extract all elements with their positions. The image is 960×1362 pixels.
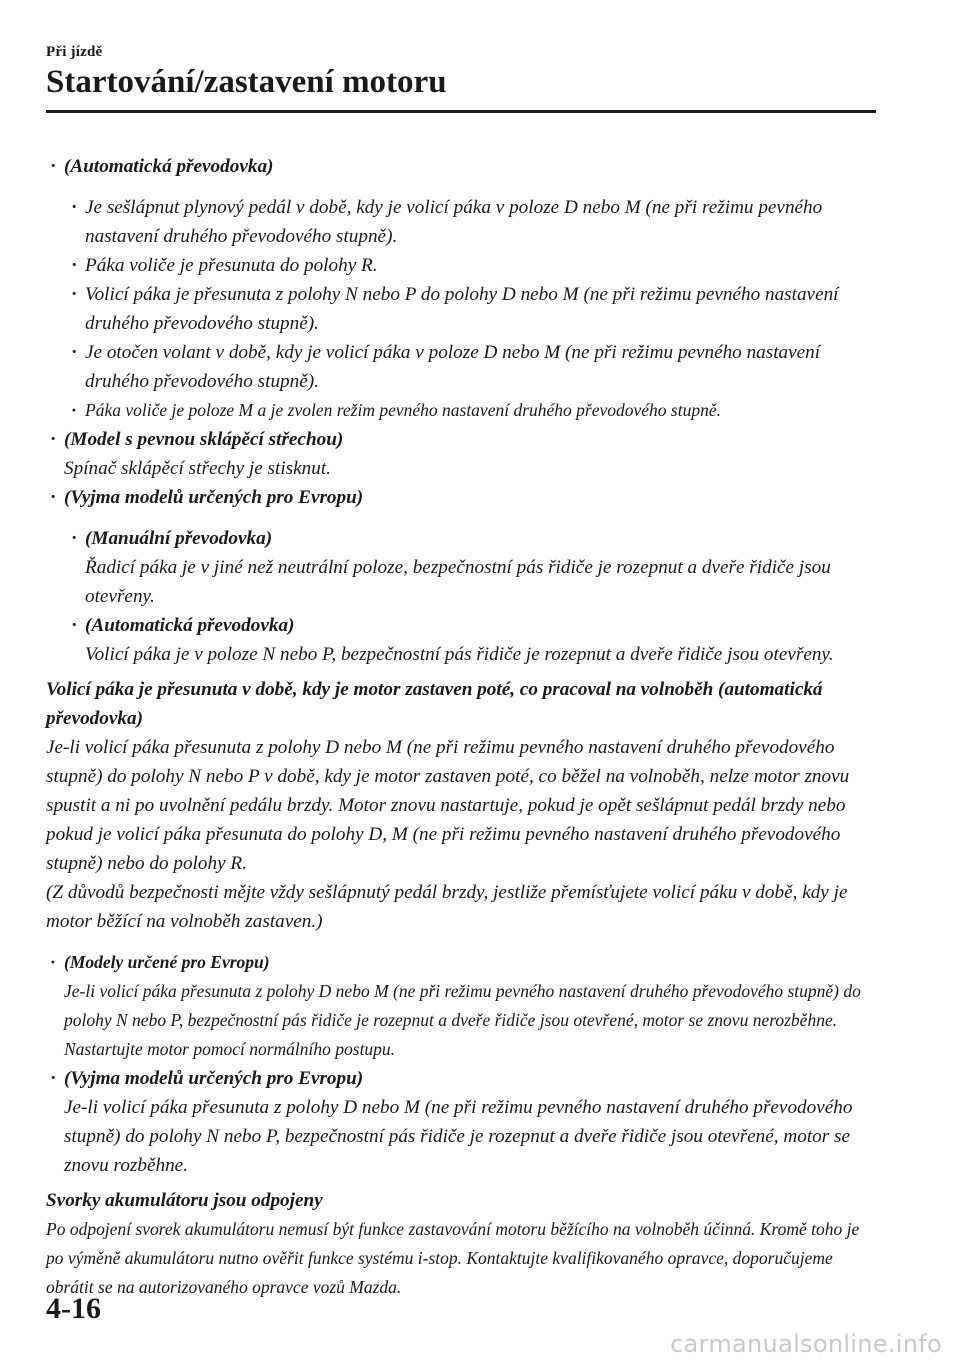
eu-text: Je-li volicí páka přesunuta z polohy D nebo M (ne při režimu pevného nastavení druhého převodového stupně) do polohy N nebo P, bezpečnostní pás řidiče je rozepnut a dveře řidiče jsou otevřené, motor se znovu nerozběhne. Nastartujte motor pomocí normálního postupu. [64,981,861,1059]
safety-note: (Z důvodů bezpečnosti mějte vždy sešlápnutý pedál brzdy, jestliže přemísťujete volicí páku v době, kdy je motor běžící na volnoběh zastaven.) [46,882,848,932]
page-content [46,152,876,1302]
roof-text: Spínač sklápěcí střechy je stisknut. [64,458,331,479]
eu-heading: · (Modely určené pro Evropu) [64,952,270,972]
list-item: · Páka voliče je poloze M a je zvolen režim pevného nastavení druhého převodového stupně. [67,396,876,425]
title-rule [46,110,876,113]
page-title: Startování/zastavení motoru [46,64,447,100]
noneu-text: Je-li volicí páka přesunuta z polohy D nebo M (ne při režimu pevného nastavení druhého převodového stupně) do polohy N nebo P, bezpečnostní pás řidiče je rozepnut a dveře řidiče jsou otevřené, motor se znovu rozběhne. [64,1097,853,1176]
bullet-automatic-transmission: · (Automatická převodovka) [46,152,876,181]
paragraph: Po odpojení svorek akumulátoru nemusí být funkce zastavování motoru běžícího na volnoběh účinná. Kromě toho je po výměně akumulátoru nutno ověřit funkce systému i-stop. Kontaktujte kvalifikovaného opravce, doporučujeme obrátit se na autorizovaného opravce vozů Mazda. [46,1219,860,1297]
list-item: · Je sešlápnut plynový pedál v době, kdy je volicí páka v poloze D nebo M (ne při režimu pevného nastavení druhého převodového stupně). [67,193,876,251]
noneu-heading: · (Vyjma modelů určených pro Evropu) [64,1068,364,1089]
list-item: · Páka voliče je přesunuta do polohy R. [67,251,876,280]
watermark: carmanualsonline.info [670,1330,942,1358]
paragraph: Je-li volicí páka přesunuta z polohy D nebo M (ne při režimu pevného nastavení druhého převodového stupně) do polohy N nebo P v době, kdy je motor zastaven poté, co běžel na volnoběh, nelze motor znovu spustit a ni po uvolnění pedálu brzdy. Motor znovu nastartuje, pokud je opět sešlápnut pedál brzdy nebo pokud je volicí páka přesunuta do polohy D, M (ne při režimu pevného nastavení druhého převodového stupně) nebo do polohy R. [46,737,850,874]
auto2-text: Volicí páka je v poloze N nebo P, bezpečnostní pás řidiče je rozepnut a dveře řidiče jsou otevřeny. [85,644,834,665]
bullet-manual-transmission [67,524,876,611]
section-heading-selector-moved: Volicí páka je přesunuta v době, kdy je motor zastaven poté, co pracoval na volnoběh (automatická převodovka) [46,679,823,729]
manual-text: Řadicí páka je v jiné než neutrální poloze, bezpečnostní pás řidiče je rozepnut a dveře řidiče jsou otevřeny. [85,557,831,607]
auto2-heading: · (Automatická převodovka) [85,615,295,636]
bullet-automatic-transmission-2 [67,611,876,669]
list-item: · Volicí páka je přesunuta z polohy N nebo P do polohy D nebo M (ne při režimu pevného nastavení druhého převodového stupně). [67,280,876,338]
bullet-folding-roof [46,425,876,483]
page-number: 4-16 [46,1292,101,1325]
section-label: Při jízdě [46,44,103,60]
bullet-non-europe: · (Vyjma modelů určených pro Evropu) [46,483,876,512]
list-item: · Je otočen volant v době, kdy je volicí páka v poloze D nebo M (ne při režimu pevného nastavení druhého převodového stupně). [67,338,876,396]
section-heading-battery: Svorky akumulátoru jsou odpojeny [46,1190,323,1211]
bullet-europe-models [46,948,876,1064]
roof-heading: · (Model s pevnou sklápěcí střechou) [64,429,344,450]
bullet-non-europe-models [46,1064,876,1180]
manual-heading: · (Manuální převodovka) [85,528,273,549]
